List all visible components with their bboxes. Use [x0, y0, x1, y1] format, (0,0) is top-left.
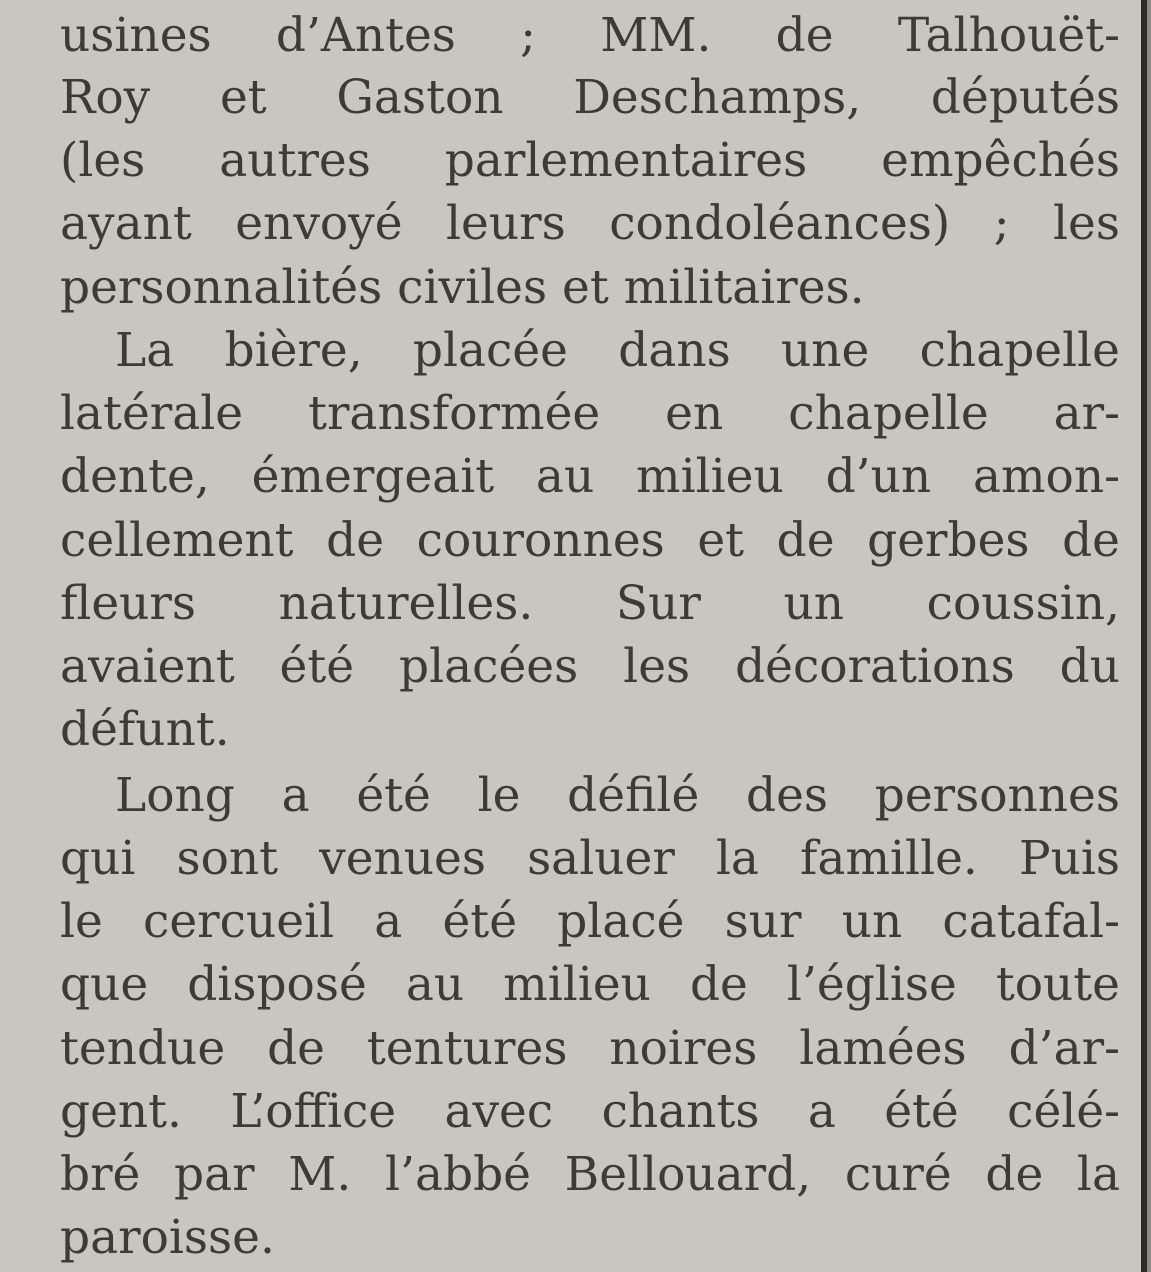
text-line: qui sont venues saluer la famille. Puis: [60, 831, 1120, 886]
column-divider-shadow: [1147, 0, 1151, 1272]
text-line: tendue de tentures noires lamées d’ar-: [60, 1021, 1120, 1076]
paragraph-start-line: Long a été le défilé des personnes: [115, 768, 1120, 823]
text-line: dente, émergeait au milieu d’un amon-: [60, 449, 1120, 504]
text-line: cellement de couronnes et de gerbes de: [60, 513, 1120, 568]
text-line: Roy et Gaston Deschamps, députés: [60, 70, 1120, 125]
text-line: avaient été placées les décorations du: [60, 639, 1120, 694]
text-line: usines d’Antes ; MM. de Talhouët-: [60, 8, 1120, 63]
text-line: paroisse.: [60, 1210, 275, 1265]
text-line: le cercueil a été placé sur un catafal-: [60, 894, 1120, 949]
text-line: ayant envoyé leurs condoléances) ; les: [60, 196, 1120, 251]
text-line: personnalités civiles et militaires.: [60, 260, 865, 315]
text-line: bré par M. l’abbé Bellouard, curé de la: [60, 1147, 1120, 1202]
paragraph-start-line: La bière, placée dans une chapelle: [115, 323, 1120, 378]
text-line: (les autres parlementaires empêchés: [60, 133, 1120, 188]
text-line: fleurs naturelles. Sur un coussin,: [60, 576, 1120, 631]
text-line: défunt.: [60, 702, 230, 757]
text-line: que disposé au milieu de l’église toute: [60, 957, 1120, 1012]
text-line: gent. L’office avec chants a été célé-: [60, 1084, 1120, 1139]
text-line: latérale transformée en chapelle ar-: [60, 386, 1120, 441]
